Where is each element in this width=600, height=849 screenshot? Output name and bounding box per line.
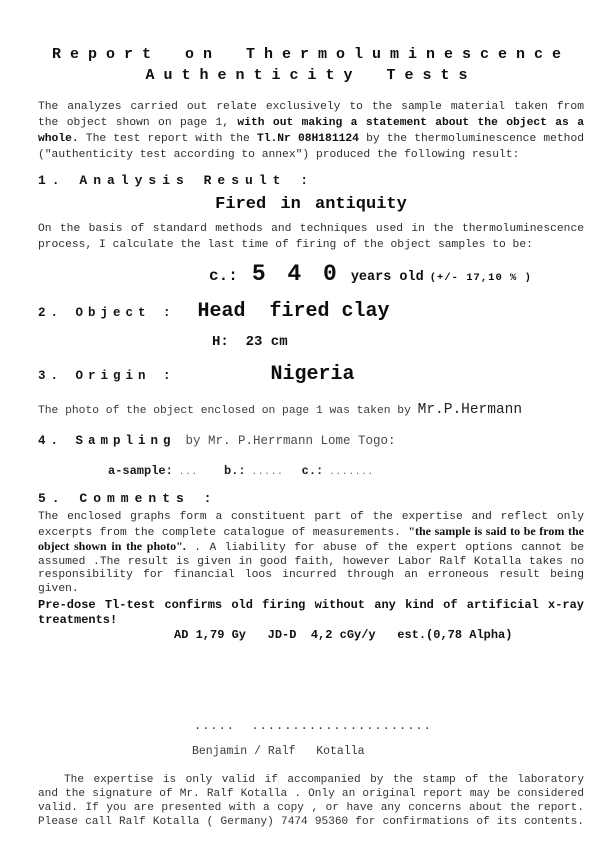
predose-statement: Pre-dose Tl-test confirms old firing without any kind of artificial x-ray treatments!: [38, 597, 584, 627]
origin-heading: 3. Origin :: [38, 369, 176, 383]
object-value: Head fired clay: [197, 300, 390, 323]
object-heading: 2. Object :: [38, 306, 176, 320]
photographer-name: Mr.P.Hermann: [417, 402, 523, 418]
comments-heading: 5. Comments :: [38, 491, 218, 506]
age-prefix: c.:: [209, 267, 238, 285]
object-row: [38, 299, 584, 326]
footer-line: and the signature of Mr. Ralf Kotalla . Only an original report may be considered: [38, 787, 584, 800]
sample-list-line: [108, 462, 584, 480]
intro-bold-statement: with out making a statement about the object as a whole.: [38, 117, 584, 145]
signature-name: Benjamin / Ralf Kotalla: [192, 744, 365, 758]
comments-serif-quote: "the sample is said to be from the object shown in the photo".: [38, 523, 584, 554]
origin-value: Nigeria: [270, 363, 355, 386]
sampling-row: [38, 432, 584, 450]
title-line-1: Report on Thermoluminescence: [51, 46, 571, 63]
age-value: 5 4 0: [251, 261, 341, 287]
title-line-2: Authenticity Tests: [145, 67, 477, 84]
sample-a-label: a-sample:: [108, 464, 173, 478]
age-estimate-line: [209, 259, 584, 293]
report-title: [38, 0, 584, 86]
sampling-by-text: by Mr. P.Herrmann Lome Togo:: [185, 434, 396, 448]
analysis-result-heading: 1. Analysis Result :: [38, 173, 315, 188]
origin-row: [38, 362, 584, 389]
sample-c-label: c.:: [301, 464, 324, 478]
comments-paragraph: [38, 511, 584, 597]
age-unit-label: years old: [350, 270, 424, 285]
sampling-heading: 4. Sampling: [38, 434, 176, 448]
footer-line: The expertise is only valid if accompanied by the stamp of the laboratory: [64, 773, 584, 786]
intro-text-3: by the thermoluminescence method ("authenticity test according to annex") produced the following result:: [38, 133, 585, 161]
object-height: H: 23 cm: [212, 334, 288, 350]
sample-a-dots: ...: [178, 467, 199, 477]
comments-text-2: . A liability for abuse of the expert options cannot be assumed .The result is given in good faith, however Labor Ralf Kotalla takes no responsibility for financial loos incurred through an erroneous result being given.: [38, 542, 585, 595]
sample-b-dots: .....: [251, 467, 284, 477]
analysis-result-value: Fired in antiquity: [215, 195, 407, 214]
photo-note-line: [38, 401, 584, 420]
comments-text-1: The enclosed graphs form a constituent part of the expertise and reflect only excerpts from the complete catalogue of measurements.: [38, 511, 584, 539]
sample-c-dots: .......: [329, 467, 375, 477]
footer-line: Please call Ralf Kotalla ( Germany) 7474 95360 for confirmations of its contents.: [38, 816, 584, 829]
intro-paragraph: [38, 99, 584, 163]
footer-paragraph: [38, 773, 584, 830]
footer-line: valid. If you are presented with a copy , or have any concerns about the report.: [38, 801, 584, 814]
age-tolerance: (+/- 17,10 % ): [429, 272, 532, 284]
dose-values-line: AD 1,79 Gy JD-D 4,2 cGy/y est.(0,78 Alpha): [174, 627, 513, 642]
intro-text-1: The analyzes carried out relate exclusively to the sample material taken from the object shown on page 1,: [38, 101, 584, 129]
intro-text-2: The test report with the: [78, 133, 257, 145]
intro-report-number: Tl.Nr 08H181124: [256, 133, 359, 145]
photo-note-text: The photo of the object enclosed on page 1 was taken by: [38, 405, 418, 417]
sample-b-label: b.:: [224, 464, 246, 478]
signature-dotted-line: ..... ......................: [194, 718, 432, 733]
analysis-basis-paragraph: On the basis of standard methods and techniques used in the thermoluminescence process, I calculate the last time of firing of the object samples to be:: [38, 223, 584, 251]
